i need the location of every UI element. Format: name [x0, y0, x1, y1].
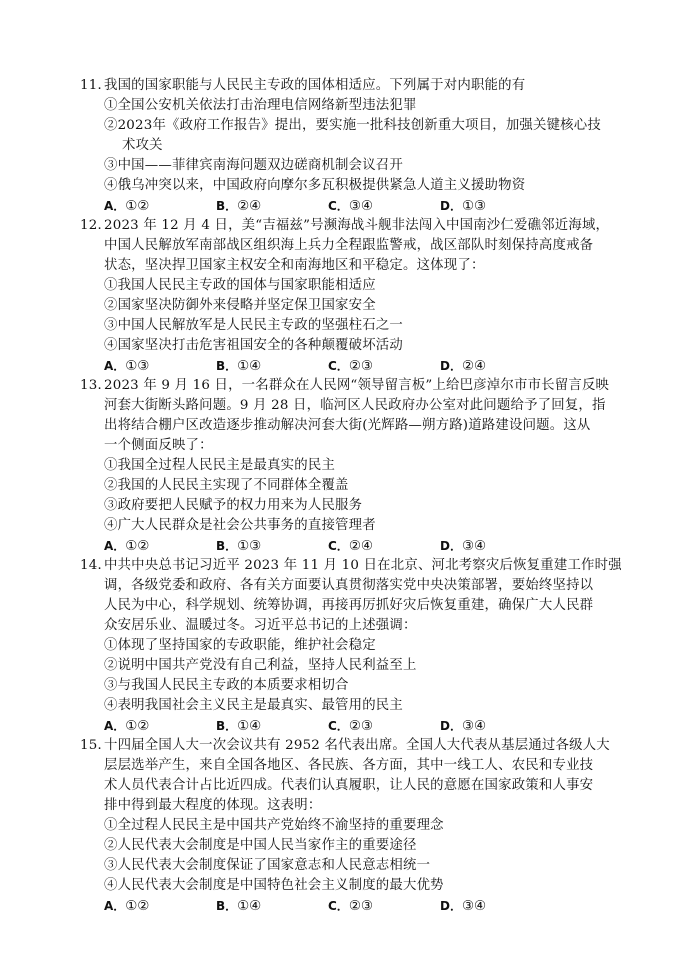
- choice-b[interactable]: [216, 896, 328, 916]
- question-number: 12．: [80, 218, 112, 233]
- choice-text: ③④: [348, 199, 373, 214]
- choice-text: ②③: [348, 359, 373, 374]
- question-stem-line: 一个侧面反映了：: [104, 438, 213, 453]
- question-stem-line: [60, 76, 664, 96]
- choice-letter: A．: [104, 359, 126, 373]
- question-stem-line: [60, 216, 664, 236]
- option-2: ②我国的人民民主实现了不同群体全覆盖: [104, 478, 349, 493]
- choice-letter: D．: [440, 359, 462, 373]
- choice-text: ①④: [237, 359, 262, 374]
- choice-text: ①③: [461, 199, 486, 214]
- question-12: [82, 216, 664, 376]
- question-stem-line: 调，各级党委和政府、各有关方面要认真贯彻落实党中央决策部署，要始终坚持以: [104, 578, 594, 593]
- choice-d[interactable]: [440, 716, 552, 736]
- choice-a[interactable]: [104, 896, 216, 916]
- question-stem-line: 河套大街断头路问题。9 月 28 日，临河区人民政府办公室对此问题给予了回复，指: [104, 398, 606, 413]
- choice-text: ①③: [237, 539, 262, 554]
- choice-letter: D．: [440, 539, 462, 553]
- choice-c[interactable]: [328, 356, 440, 376]
- choice-text: ②③: [348, 719, 373, 734]
- choice-d[interactable]: [440, 536, 552, 556]
- choice-a[interactable]: [104, 716, 216, 736]
- choice-b[interactable]: [216, 356, 328, 376]
- choice-letter: C．: [328, 359, 349, 373]
- choice-letter: A．: [104, 899, 126, 913]
- choice-c[interactable]: [328, 536, 440, 556]
- choice-letter: A．: [104, 199, 126, 213]
- choice-letter: B．: [216, 899, 238, 913]
- choice-letter: A．: [104, 719, 126, 733]
- option-1: ①全过程人民民主是中国共产党始终不渝坚持的重要理念: [104, 818, 444, 833]
- answer-choices: [82, 196, 664, 216]
- question-stem-text: 十四届全国人大一次会议共有 2952 名代表出席。全国人大代表从基层通过各级人大: [104, 738, 610, 753]
- question-stem-line: 状态，坚决捍卫国家主权安全和南海地区和平稳定。这体现了：: [104, 258, 485, 273]
- question-stem-line: [60, 556, 664, 576]
- choice-letter: B．: [216, 719, 238, 733]
- answer-choices: [82, 716, 664, 736]
- option-3: ③中国——菲律宾南海问题双边磋商机制会议召开: [104, 158, 403, 173]
- answer-choices: [82, 536, 664, 556]
- question-stem-text: 中共中央总书记习近平 2023 年 11 月 10 日在北京、河北考察灾后恢复重建工作时强: [104, 558, 622, 573]
- choice-text: ①④: [237, 719, 262, 734]
- question-stem-line: [60, 376, 664, 396]
- question-stem-line: 排中得到最大程度的体现。这表明：: [104, 798, 322, 813]
- choice-c[interactable]: [328, 196, 440, 216]
- choice-d[interactable]: [440, 356, 552, 376]
- choice-text: ③④: [461, 539, 486, 554]
- option-1: ①体现了坚持国家的专政职能，维护社会稳定: [104, 638, 376, 653]
- question-13: [82, 376, 664, 556]
- option-3: ③与我国人民民主专政的本质要求相切合: [104, 678, 349, 693]
- choice-text: ②④: [237, 199, 262, 214]
- question-stem-line: [60, 736, 664, 756]
- answer-choices: [82, 896, 664, 916]
- option-4: ④广大人民群众是社会公共事务的直接管理者: [104, 518, 376, 533]
- question-stem-line: 层层选举产生，来自全国各地区、各民族、各方面，其中一线工人、农民和专业技: [104, 758, 594, 773]
- choice-text: ②③: [348, 899, 373, 914]
- choice-text: ①②: [125, 539, 150, 554]
- choice-text: ①②: [125, 199, 150, 214]
- choice-letter: B．: [216, 539, 238, 553]
- question-stem-line: 众安居乐业、温暖过冬。习近平总书记的上述强调：: [104, 618, 417, 633]
- question-stem-text: 2023 年 9 月 16 日，一名群众在人民网“领导留言板”上给巴彦淖尔市市长留言反映: [104, 378, 610, 393]
- choice-c[interactable]: [328, 716, 440, 736]
- choice-text: ②④: [461, 359, 486, 374]
- choice-letter: C．: [328, 199, 349, 213]
- question-11: [82, 76, 664, 216]
- option-4: ④俄乌冲突以来，中国政府向摩尔多瓦积极提供紧急人道主义援助物资: [104, 178, 526, 193]
- question-number: 13．: [80, 378, 112, 393]
- option-2: ②人民代表大会制度是中国人民当家作主的重要途径: [104, 838, 417, 853]
- choice-d[interactable]: [440, 196, 552, 216]
- choice-letter: C．: [328, 719, 349, 733]
- choice-text: ③④: [461, 719, 486, 734]
- question-15: [82, 736, 664, 916]
- choice-text: ②④: [348, 539, 373, 554]
- option-3: ③中国人民解放军是人民民主专政的坚强柱石之一: [104, 318, 403, 333]
- choice-letter: C．: [328, 899, 349, 913]
- choice-a[interactable]: [104, 196, 216, 216]
- option-1: ①我国人民民主专政的国体与国家职能相适应: [104, 278, 376, 293]
- question-number: 11．: [80, 78, 112, 93]
- choice-b[interactable]: [216, 196, 328, 216]
- option-4: ④国家坚决打击危害祖国安全的各种颠覆破坏活动: [104, 338, 403, 353]
- question-number: 14．: [80, 558, 112, 573]
- option-4: ④人民代表大会制度是中国特色社会主义制度的最大优势: [104, 878, 444, 893]
- option-1: ①我国全过程人民民主是最真实的民主: [104, 458, 336, 473]
- choice-d[interactable]: [440, 896, 552, 916]
- question-14: [82, 556, 664, 736]
- question-stem-line: 出将结合棚户区改造逐步推动解决河套大街(光辉路—朔方路)道路建设问题。这从: [104, 418, 591, 433]
- choice-letter: C．: [328, 539, 349, 553]
- choice-b[interactable]: [216, 536, 328, 556]
- question-stem-line: 人民为中心，科学规划、统筹协调，再接再厉抓好灾后恢复重建，确保广大人民群: [104, 598, 594, 613]
- choice-c[interactable]: [328, 896, 440, 916]
- option-4: ④表明我国社会主义民主是最真实、最管用的民主: [104, 698, 403, 713]
- option-2: ②国家坚决防御外来侵略并坚定保卫国家安全: [104, 298, 376, 313]
- choice-letter: D．: [440, 899, 462, 913]
- choice-text: ①④: [237, 899, 262, 914]
- question-stem-text: 2023 年 12 月 4 日，美“吉福兹”号濒海战斗舰非法闯入中国南沙仁爱礁邻近海域，: [104, 218, 610, 233]
- question-stem-line: 术人员代表合计占比近四成。代表们认真履职，让人民的意愿在国家政策和人事安: [104, 778, 594, 793]
- choice-a[interactable]: [104, 536, 216, 556]
- choice-letter: D．: [440, 199, 462, 213]
- option-3: ③政府要把人民赋予的权力用来为人民服务: [104, 498, 363, 513]
- choice-text: ①③: [125, 359, 150, 374]
- choice-letter: D．: [440, 719, 462, 733]
- option-2: ②2023年《政府工作报告》提出，要实施一批科技创新重大项目，加强关键核心技: [104, 118, 601, 133]
- option-2: ②说明中国共产党没有自己利益，坚持人民利益至上: [104, 658, 417, 673]
- choice-a[interactable]: [104, 356, 216, 376]
- choice-b[interactable]: [216, 716, 328, 736]
- choice-letter: A．: [104, 539, 126, 553]
- option-1: ①全国公安机关依法打击治理电信网络新型违法犯罪: [104, 98, 417, 113]
- option-3: ③人民代表大会制度保证了国家意志和人民意志相统一: [104, 858, 431, 873]
- answer-choices: [82, 356, 664, 376]
- option-2-continued: 术攻关: [122, 138, 163, 153]
- choice-text: ③④: [461, 899, 486, 914]
- question-number: 15．: [80, 738, 112, 753]
- question-stem-text: 我国的国家职能与人民民主专政的国体相适应。下列属于对内职能的有: [104, 78, 526, 93]
- choice-letter: B．: [216, 199, 238, 213]
- choice-text: ①②: [125, 719, 150, 734]
- choice-letter: B．: [216, 359, 238, 373]
- choice-text: ①②: [125, 899, 150, 914]
- question-stem-line: 中国人民解放军南部战区组织海上兵力全程跟监警戒，战区部队时刻保持高度戒备: [104, 238, 594, 253]
